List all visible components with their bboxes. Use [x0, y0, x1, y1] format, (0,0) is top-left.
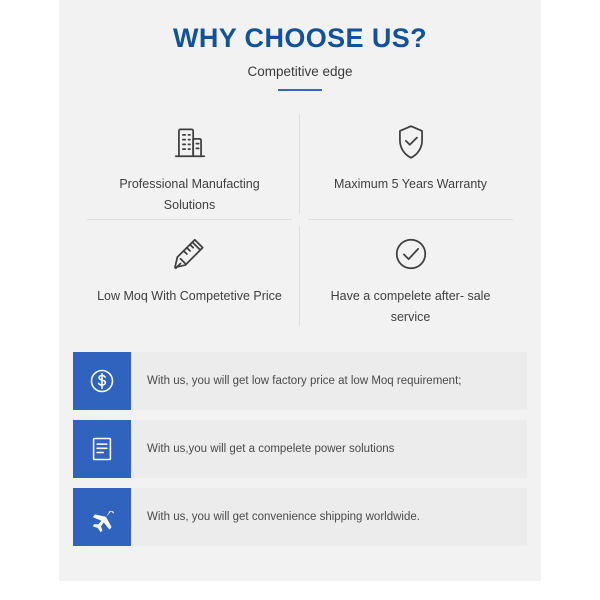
building-icon — [171, 120, 209, 164]
list-item — [73, 352, 527, 410]
header — [59, 0, 541, 91]
list-item — [73, 420, 527, 478]
feature-text: Low Moq With Competetive Price — [97, 289, 282, 303]
title-divider — [278, 89, 322, 92]
page-subtitle: Competitive edge — [247, 63, 353, 79]
document-list-icon — [73, 420, 131, 478]
feature-cell-warranty — [300, 108, 521, 220]
bullet-list — [73, 352, 527, 556]
check-circle-icon — [392, 232, 430, 276]
shield-check-icon — [394, 120, 428, 164]
feature-text: Professional Manufacting Solutions — [119, 177, 260, 212]
feature-cell-low-moq — [79, 220, 300, 332]
feature-cell-after-sale — [300, 220, 521, 332]
list-item-text: With us, you will get convenience shipping worldwide. — [131, 488, 527, 546]
content-panel — [59, 0, 541, 581]
page-title: WHY CHOOSE US? — [172, 23, 428, 53]
feature-cell-manufacturing — [79, 108, 300, 220]
ruler-pencil-icon — [170, 232, 210, 276]
airplane-icon — [73, 488, 131, 546]
dollar-circle-icon — [73, 352, 131, 410]
feature-text: Have a compelete after- sale service — [330, 289, 491, 324]
list-item-text: With us,you will get a compelete power solutions — [131, 420, 527, 478]
feature-grid — [79, 108, 521, 332]
list-item — [73, 488, 527, 546]
list-item-text: With us, you will get low factory price at low Moq requirement; — [131, 352, 527, 410]
feature-text: Maximum 5 Years Warranty — [333, 177, 488, 191]
